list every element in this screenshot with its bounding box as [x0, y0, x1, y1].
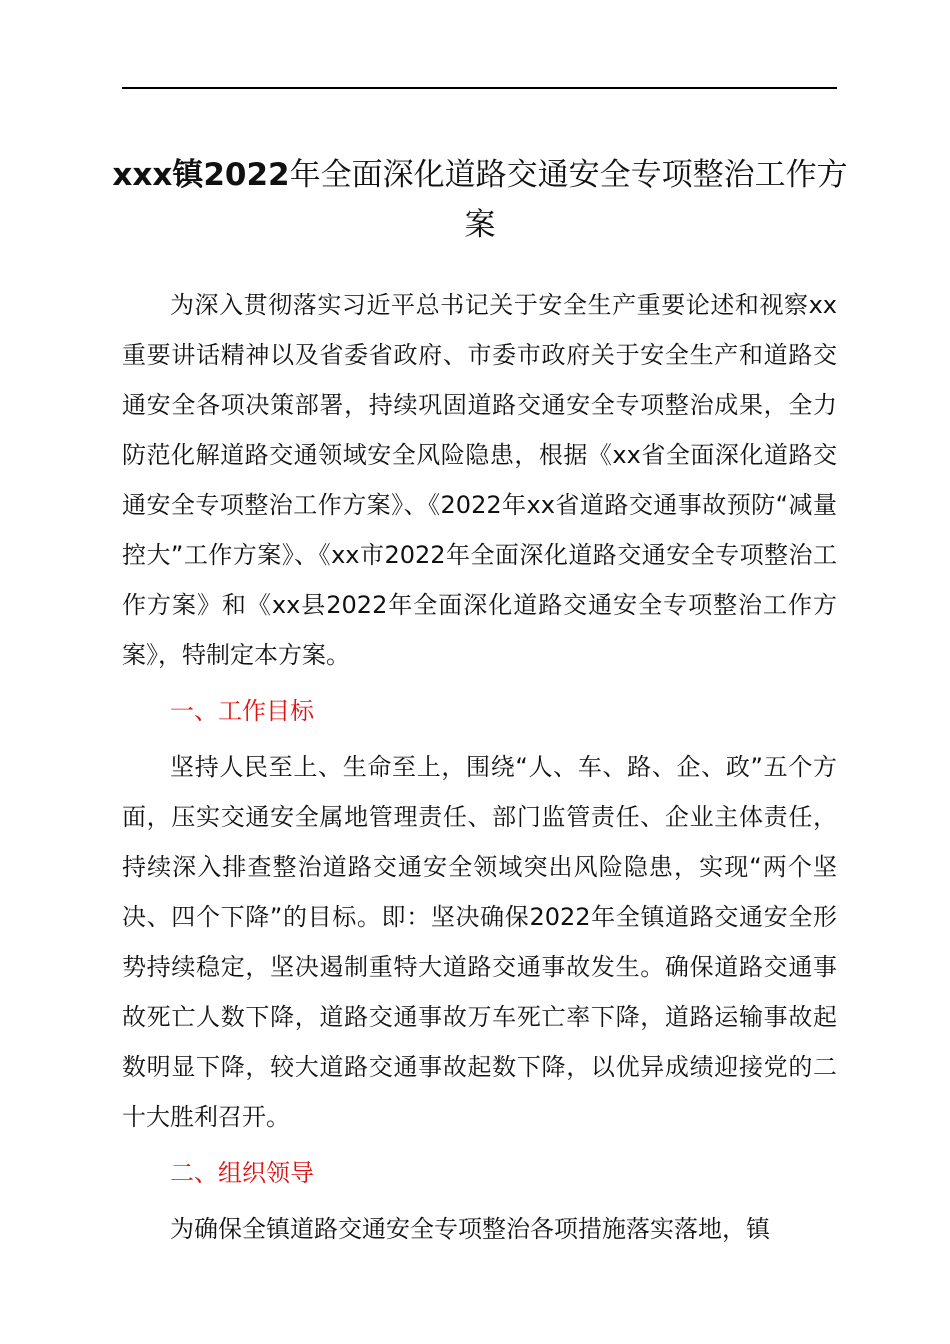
document-body: [122, 280, 837, 1254]
intro-paragraph: 为深入贯彻落实习近平总书记关于安全生产重要论述和视察xx重要讲话精神以及省委省政府、市委市政府关于安全生产和道路交通安全各项决策部署，持续巩固道路交通安全专项整治成果，全力防范化解道路交通领域安全风险隐患，根据《xx省全面深化道路交通安全专项整治工作方案》、《2022年xx省道路交通事故预防“减量控大”工作方案》、《xx市2022年全面深化道路交通安全专项整治工作方案》和《xx县2022年全面深化道路交通安全专项整治工作方案》，特制定本方案。: [122, 291, 837, 669]
document-title: [110, 150, 850, 250]
section-text-goals: 坚持人民至上、生命至上，围绕“人、车、路、企、政”五个方面，压实交通安全属地管理责任、部门监管责任、企业主体责任，持续深入排查整治道路交通安全领域突出风险隐患，实现“两个坚决、四个下降”的目标。即：坚决确保2022年全镇道路交通安全形势持续稳定，坚决遏制重特大道路交通事故发生。确保道路交通事故死亡人数下降，道路交通事故万车死亡率下降，道路运输事故起数明显下降，较大道路交通事故起数下降，以优异成绩迎接党的二十大胜利召开。: [122, 753, 837, 1131]
section-text-organization: 为确保全镇道路交通安全专项整治各项措施落实落地，镇: [170, 1215, 770, 1243]
document-title-prefix: xxx镇2022: [112, 157, 290, 193]
document-title-main: 年全面深化道路交通安全专项整治工作方案: [289, 157, 848, 243]
section-heading-organization: 二、组织领导: [170, 1159, 314, 1187]
header-rule: [122, 87, 837, 89]
section-heading-goals: 一、工作目标: [170, 697, 314, 725]
